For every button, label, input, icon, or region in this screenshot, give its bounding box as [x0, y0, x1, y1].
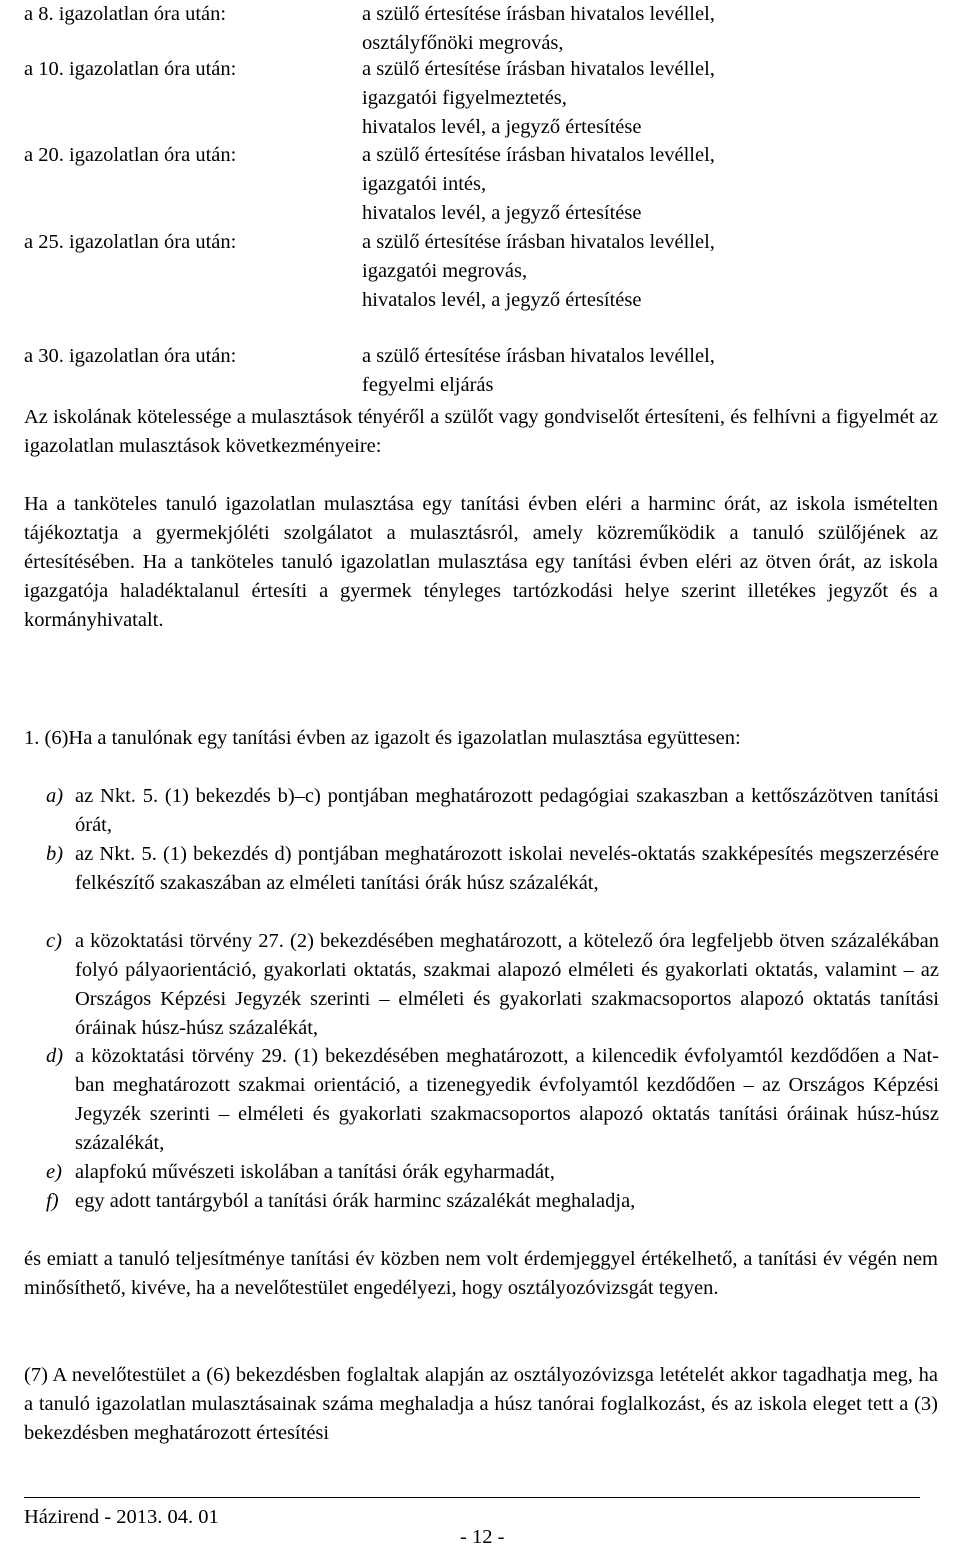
duty-paragraph: Az iskolának kötelessége a mulasztások tényéről a szülőt vagy gondviselőt értesíteni, és felhívni a figyelmét az igazolatlan mulasztások következményeire:	[24, 406, 938, 457]
numbered-heading: 1. (6)Ha a tanulónak egy tanítási évben az igazolt és igazolatlan mulasztása együttesen:	[24, 727, 741, 749]
list-marker: a)	[46, 785, 64, 807]
list-item-text: egy adott tantárgyból a tanítási órák harminc százalékát meghaladja,	[75, 1190, 636, 1212]
sanction-line: osztályfőnöki megrovás,	[362, 32, 564, 54]
sanction-description	[362, 141, 922, 228]
section-7-paragraph: (7) A nevelőtestület a (6) bekezdésben foglaltak alapján az osztályozóvizsga letételét akkor tagadhatja meg, ha a tanuló igazolatlan mulasztásainak száma meghaladja a húsz tanórai foglalkozást, és az iskola eleget tett a (3) bekezdésben meghatározott értesítési	[24, 1364, 938, 1444]
sanction-description	[362, 0, 922, 58]
list-item-text: az Nkt. 5. (1) bekezdés b)–c) pontjában meghatározott pedagógiai szakaszban a kettőszázötven tanítási órát,	[75, 785, 939, 836]
sanction-label: a 30. igazolatlan óra után:	[24, 345, 237, 367]
list-item-text: a közoktatási törvény 29. (1) bekezdésében meghatározott, a kilencedik évfolyamtól kezdődően a Nat-ban meghatározott szakmai orientáció, a tizenegyedik évfolyamtól kezdődően – az Országos Képzési Jegyzék szerinti – elméleti és gyakorlati szakmacsoportos alapozó oktatás tanítási óráinak húsz-húsz százalékát,	[75, 1045, 939, 1154]
sanction-label: a 8. igazolatlan óra után:	[24, 3, 227, 25]
sanction-description	[362, 55, 922, 142]
consequence-paragraph: és emiatt a tanuló teljesítménye tanítási év közben nem volt érdemjeggyel értékelhető, a tanítási év végén nem minősíthető, kivéve, ha a nevelőtestület engedélyezi, hogy osztályozóvizsgát tegyen.	[24, 1248, 938, 1299]
sanction-line: a szülő értesítése írásban hivatalos levéllel,	[362, 144, 715, 166]
sanction-line: a szülő értesítése írásban hivatalos levéllel,	[362, 345, 715, 367]
sanction-description	[362, 342, 922, 400]
list-item-text: az Nkt. 5. (1) bekezdés d) pontjában meghatározott iskolai nevelés-oktatás szakképesítés megszerzésére felkészítő szakaszában az elméleti tanítási órák húsz százalékát,	[75, 843, 939, 894]
sanction-line: a szülő értesítése írásban hivatalos levéllel,	[362, 3, 715, 25]
sanction-line: a szülő értesítése írásban hivatalos levéllel,	[362, 58, 715, 80]
sanction-line: hivatalos levél, a jegyző értesítése	[362, 202, 642, 224]
list-marker: d)	[46, 1045, 64, 1067]
list-item-text: alapfokú művészeti iskolában a tanítási órák egyharmadát,	[75, 1161, 555, 1183]
sanction-line: hivatalos levél, a jegyző értesítése	[362, 289, 642, 311]
sanction-line: a szülő értesítése írásban hivatalos levéllel,	[362, 231, 715, 253]
footer-divider	[24, 1497, 920, 1498]
sanction-line: hivatalos levél, a jegyző értesítése	[362, 116, 642, 138]
list-marker: e)	[46, 1161, 62, 1183]
sanction-label: a 25. igazolatlan óra után:	[24, 231, 237, 253]
list-marker: c)	[46, 930, 62, 952]
footer-document-label: Házirend - 2013. 04. 01	[24, 1506, 219, 1528]
sanction-line: fegyelmi eljárás	[362, 374, 494, 396]
sanction-description	[362, 228, 922, 315]
sanction-line: igazgatói megrovás,	[362, 260, 528, 282]
list-item-text: a közoktatási törvény 27. (2) bekezdésében meghatározott, a kötelező óra legfeljebb ötven százalékában folyó pályaorientáció, gyakorlati oktatás, szakmai alapozó elméleti és gyakorlati oktatás, valamint – az Országos Képzési Jegyzék szerinti – elméleti és gyakorlati szakmacsoportos alapozó oktatás tanítási óráinak húsz-húsz százalékát,	[75, 930, 939, 1039]
sanction-line: igazgatói figyelmeztetés,	[362, 87, 567, 109]
thresholds-paragraph: Ha a tanköteles tanuló igazolatlan mulasztása egy tanítási évben eléri a harminc órát, az iskola ismételten tájékoztatja a gyermekjóléti szolgálatot a mulasztásról, amely közreműködik a tanuló szülőjének az értesítésében. Ha a tanköteles tanuló igazolatlan mulasztása egy tanítási évben eléri az ötven órát, az iskola igazgatója haladéktalanul értesíti a gyermek tényleges tartózkodási helye szerint illetékes jegyzőt és a kormányhivatalt.	[24, 493, 938, 631]
page-number: - 12 -	[460, 1526, 505, 1548]
sanction-label: a 10. igazolatlan óra után:	[24, 58, 237, 80]
list-marker: b)	[46, 843, 64, 865]
list-marker: f)	[46, 1190, 59, 1212]
sanction-line: igazgatói intés,	[362, 173, 487, 195]
sanction-label: a 20. igazolatlan óra után:	[24, 144, 237, 166]
